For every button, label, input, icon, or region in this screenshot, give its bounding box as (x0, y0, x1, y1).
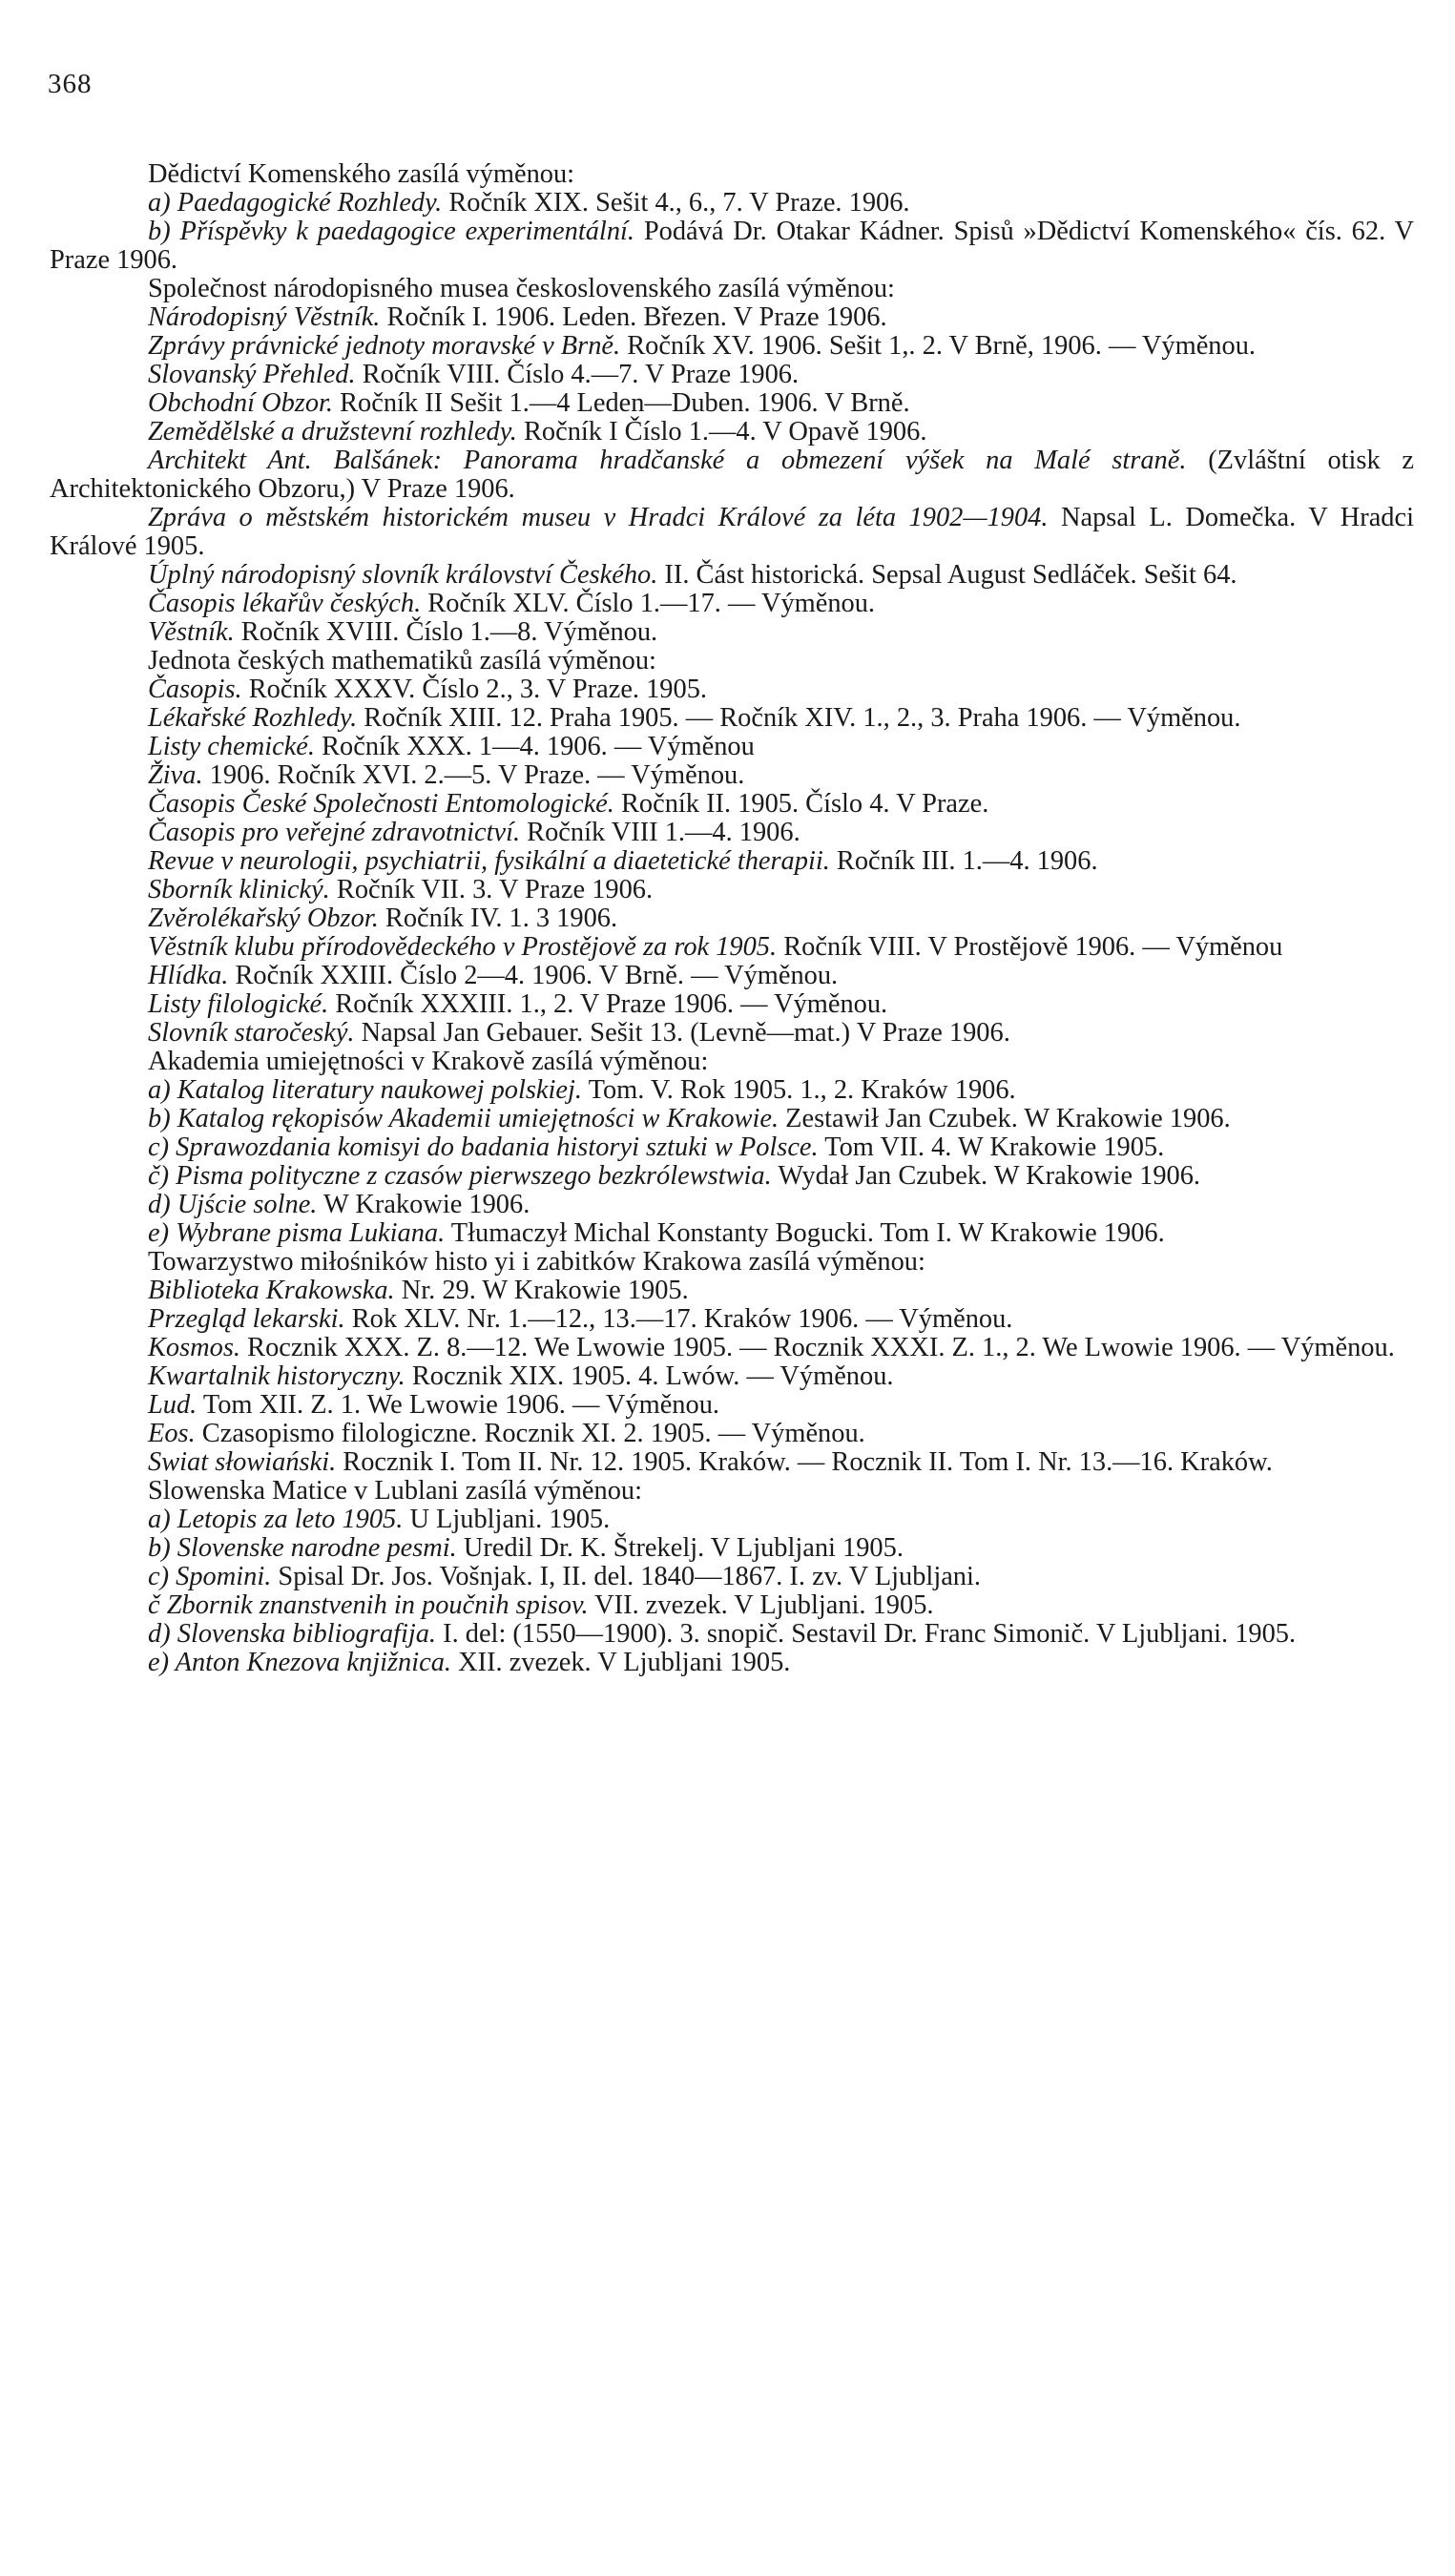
bibliography-entry (50, 561, 1414, 590)
entry-prefix: d) (148, 1190, 177, 1219)
bibliography-entry (50, 332, 1414, 361)
entry-title: Lud. (148, 1390, 197, 1420)
bibliography-entry (50, 1591, 1414, 1620)
bibliography-entry (50, 847, 1414, 876)
entry-details: Ročník VII. 3. V Praze 1906. (329, 875, 654, 904)
entry-title: Wybrane pisma Lukiana. (176, 1218, 446, 1248)
bibliography-entry (50, 1076, 1414, 1105)
entry-details: Ročník III. 1.—4. 1906. (829, 846, 1098, 876)
entry-details: Zestawił Jan Czubek. W Krakowie 1906. (779, 1104, 1231, 1133)
entry-details: Ročník XIX. Sešit 4., 6., 7. V Praze. 1906. (442, 188, 910, 218)
entry-title: Listy filologické. (148, 989, 329, 1019)
entry-title: Úplný národopisný slovník království Českého. (148, 560, 658, 590)
entry-details: Ročník XV. 1906. Sešit 1,. 2. V Brně, 1906. — Výměnou. (620, 331, 1256, 361)
entry-details: Ročník IV. 1. 3 1906. (378, 904, 618, 933)
bibliography-entry (50, 1649, 1414, 1677)
entry-details: Rocznik XXX. Z. 8.—12. We Lwowie 1905. — Rocznik XXXI. Z. 1., 2. We Lwowie 1906. — Výměnou. (240, 1333, 1395, 1362)
entry-details: Ročník II Sešit 1.—4 Leden—Duben. 1906. V Brně. (333, 388, 910, 418)
entry-details: Rocznik XIX. 1905. 4. Lwów. — Výměnou. (405, 1361, 894, 1391)
entry-details: Ročník I Číslo 1.—4. V Opavě 1906. (516, 417, 927, 447)
bibliography-entry (50, 704, 1414, 733)
entry-details: Podává Dr. Otakar Kádner. Spisů »Dědictví Komenského« čís. 62. V Praze 1906. (50, 217, 1415, 275)
entry-details: Napsal L. Domečka. V Hradci Králové 1905. (50, 503, 1414, 561)
entry-details: Ročník XIII. 12. Praha 1905. — Ročník XIV. 1., 2., 3. Praha 1906. — Výměnou. (357, 703, 1241, 733)
exchange-section (50, 1248, 1414, 1477)
entry-prefix: a) (148, 1075, 177, 1105)
bibliography-entry (50, 1334, 1414, 1362)
bibliography-entry (50, 418, 1414, 447)
entry-title: Pisma polityczne z czasów pierwszego bezkrólewstwia. (176, 1161, 772, 1191)
entry-details: W Krakowie 1906. (317, 1190, 530, 1219)
entry-prefix: e) (148, 1648, 176, 1677)
entry-details: I. del: (1550—1900). 3. snopič. Sestavil Dr. Franc Simonič. V Ljubljani. 1905. (436, 1619, 1297, 1649)
entry-title: Biblioteka Krakowska. (148, 1276, 395, 1305)
exchange-section (50, 1477, 1414, 1677)
entry-details: Nr. 29. W Krakowie 1905. (394, 1276, 689, 1305)
exchange-section (50, 160, 1414, 275)
entry-title: Kosmos. (148, 1333, 241, 1362)
bibliography-entry (50, 590, 1414, 618)
bibliography-entry (50, 1019, 1414, 1048)
entry-title: Spomini. (176, 1562, 272, 1591)
bibliography-entry (50, 675, 1414, 704)
entry-prefix: d) (148, 1619, 177, 1649)
entry-title: Slovenska bibliografija. (177, 1619, 437, 1649)
bibliography-entry (50, 1448, 1414, 1477)
exchange-section (50, 1048, 1414, 1248)
bibliography-entry (50, 218, 1414, 275)
entry-details: Czasopismo filologiczne. Rocznik XI. 2. 1905. — Výměnou. (195, 1419, 865, 1448)
entry-title: Časopis. (148, 675, 242, 704)
entry-title: Anton Knezova knjižnica. (175, 1648, 452, 1677)
entry-prefix: b) (148, 217, 180, 246)
entry-title: Časopis lékařův českých. (148, 589, 422, 618)
entry-prefix: b) (148, 1104, 177, 1133)
entry-title: Revue v neurologii, psychiatrii, fysikální a diaetetické therapii. (148, 846, 830, 876)
entry-details: Napsal Jan Gebauer. Sešit 13. (Levně—mat.) V Praze 1906. (354, 1018, 1010, 1048)
bibliography-entry (50, 733, 1414, 761)
section-heading: Jednota českých mathematiků zasílá výměnou: (148, 646, 656, 675)
entry-details: Tom. V. Rok 1905. 1., 2. Kraków 1906. (582, 1075, 1016, 1105)
bibliography-entry (50, 1620, 1414, 1649)
entry-details: (Zvláštní otisk z Architektonického Obzoru,) V Praze 1906. (50, 446, 1415, 504)
section-heading: Slowenska Matice v Lublani zasílá výměnou: (148, 1476, 643, 1506)
section-heading: Towarzystwo miłośników histo yi i zabitków Krakowa zasílá výměnou: (148, 1247, 925, 1277)
section-heading: Akademia umiejętności v Krakově zasílá výměnou: (148, 1047, 709, 1076)
bibliography-entry (50, 447, 1414, 504)
bibliography-entry (50, 361, 1414, 389)
entry-title: Sborník klinický. (148, 875, 330, 904)
page-body (50, 160, 1414, 1677)
bibliography-entry (50, 1105, 1414, 1133)
entry-title: Zvěrolékařský Obzor. (148, 904, 379, 933)
entry-details: Ročník XXXIII. 1., 2. V Praze 1906. — Výměnou. (328, 989, 888, 1019)
entry-title: Listy chemické. (148, 732, 316, 761)
bibliography-entry (50, 962, 1414, 990)
section-heading: Dědictví Komenského zasílá výměnou: (148, 159, 575, 189)
entry-title: Panorama hradčanské a obmezení výšek na Malé straně. (463, 446, 1187, 475)
bibliography-entry (50, 1420, 1414, 1448)
entry-details: Ročník VIII 1.—4. 1906. (520, 818, 800, 847)
entry-title: Zprávy právnické jednoty moravské v Brně. (148, 331, 621, 361)
entry-title: Letopis za leto 1905. (177, 1505, 404, 1534)
entry-title: Przegląd lekarski. (148, 1304, 345, 1334)
entry-title: Sprawozdania komisyi do badania historyi sztuki w Polsce. (176, 1132, 819, 1162)
entry-title: Obchodní Obzor. (148, 388, 334, 418)
bibliography-entry (50, 303, 1414, 332)
entry-details: Ročník I. 1906. Leden. Březen. V Praze 1906. (380, 302, 887, 332)
entry-title: Zpráva o městském historickém museu v Hradci Králové za léta 1902—1904. (148, 503, 1049, 532)
entry-title: Věstník. (148, 617, 235, 647)
entry-prefix: a) (148, 1505, 177, 1534)
entry-title: Ujście solne. (177, 1190, 318, 1219)
entry-details: Tłumaczył Michal Konstanty Bogucki. Tom I. W Krakowie 1906. (445, 1218, 1165, 1248)
entry-title: Katalog rękopisów Akademii umiejętności w Krakowie. (177, 1104, 779, 1133)
entry-details: VII. zvezek. V Ljubljani. 1905. (588, 1590, 934, 1620)
entry-prefix: Architekt Ant. Balšánek: (148, 446, 464, 475)
entry-title: Příspěvky k paedagogice experimentální. (179, 217, 634, 246)
bibliography-entry (50, 990, 1414, 1019)
bibliography-entry (50, 389, 1414, 418)
entry-details: 1906. Ročník XVI. 2.—5. V Praze. — Výměnou. (202, 760, 745, 790)
bibliography-entry (50, 1391, 1414, 1420)
entry-prefix: č) (148, 1161, 177, 1191)
bibliography-entry (50, 1563, 1414, 1591)
entry-title: Kwartalnik historyczny. (148, 1361, 405, 1391)
entry-title: Národopisný Věstník. (148, 302, 381, 332)
entry-title: Paedagogické Rozhledy. (177, 188, 443, 218)
bibliography-entry (50, 189, 1414, 218)
entry-title: Zbornik znanstvenih in poučnih spisov. (166, 1590, 589, 1620)
bibliography-entry (50, 876, 1414, 904)
entry-title: Lékařské Rozhledy. (148, 703, 358, 733)
entry-title: Věstník klubu přírodovědeckého v Prostějově za rok 1905. (148, 932, 778, 962)
entry-details: Ročník XLV. Číslo 1.—17. — Výměnou. (421, 589, 876, 618)
entry-details: Ročník XXXV. Číslo 2., 3. V Praze. 1905. (241, 675, 707, 704)
bibliography-entry (50, 1305, 1414, 1334)
entry-title: Slovník staročeský. (148, 1018, 355, 1048)
entry-details: II. Část historická. Sepsal August Sedláček. Sešit 64. (657, 560, 1237, 590)
bibliography-entry (50, 904, 1414, 933)
bibliography-entry (50, 1362, 1414, 1391)
bibliography-entry (50, 1133, 1414, 1162)
section-heading: Společnost národopisného musea československého zasílá výměnou: (148, 274, 895, 303)
entry-prefix: b) (148, 1533, 177, 1563)
entry-details: Tom VII. 4. W Krakowie 1905. (818, 1132, 1165, 1162)
bibliography-entry (50, 1506, 1414, 1534)
bibliography-entry (50, 1534, 1414, 1563)
entry-prefix: c) (148, 1562, 177, 1591)
entry-title: Časopis České Společnosti Entomologické. (148, 789, 614, 819)
entry-details: Wydał Jan Czubek. W Krakowie 1906. (771, 1161, 1201, 1191)
entry-details: Ročník XXX. 1—4. 1906. — Výměnou (315, 732, 755, 761)
entry-details: Ročník VIII. Číslo 4.—7. V Praze 1906. (355, 360, 800, 389)
entry-title: Katalog literatury naukowej polskiej. (177, 1075, 582, 1105)
bibliography-entry (50, 819, 1414, 847)
bibliography-entry (50, 504, 1414, 561)
bibliography-entry (50, 1219, 1414, 1248)
entry-details: XII. zvezek. V Ljubljani 1905. (451, 1648, 791, 1677)
entry-details: Rocznik I. Tom II. Nr. 12. 1905. Kraków. — Rocznik II. Tom I. Nr. 13.—16. Kraków. (336, 1447, 1273, 1477)
bibliography-entry (50, 1162, 1414, 1191)
entry-details: Ročník XXIII. Číslo 2—4. 1906. V Brně. — Výměnou. (228, 961, 839, 990)
entry-details: Spisal Dr. Jos. Vošnjak. I, II. del. 1840—1867. I. zv. V Ljubljani. (271, 1562, 981, 1591)
entry-prefix: c) (148, 1132, 177, 1162)
entry-details: Uredil Dr. K. Štrekelj. V Ljubljani 1905. (456, 1533, 904, 1563)
entry-details: Ročník II. 1905. Číslo 4. V Praze. (613, 789, 989, 819)
bibliography-entry (50, 1277, 1414, 1305)
bibliography-entry (50, 618, 1414, 647)
entry-details: U Ljubljani. 1905. (403, 1505, 611, 1534)
entry-title: Swiat słowiański. (148, 1447, 337, 1477)
entry-title: Živa. (148, 760, 203, 790)
entry-title: Slovanský Přehled. (148, 360, 356, 389)
bibliography-entry (50, 1191, 1414, 1219)
entry-details: Rok XLV. Nr. 1.—12., 13.—17. Kraków 1906. — Výměnou. (344, 1304, 1013, 1334)
entry-title: Slovenske narodne pesmi. (177, 1533, 457, 1563)
entry-title: Časopis pro veřejné zdravotnictví. (148, 818, 521, 847)
entry-title: Zemědělské a družstevní rozhledy. (148, 417, 517, 447)
entry-details: Ročník VIII. V Prostějově 1906. — Výměnou (777, 932, 1283, 962)
entry-details: Ročník XVIII. Číslo 1.—8. Výměnou. (234, 617, 658, 647)
entry-title: Eos. (148, 1419, 196, 1448)
bibliography-entry (50, 790, 1414, 819)
entry-prefix: a) (148, 188, 177, 218)
page-number: 368 (48, 69, 93, 99)
exchange-section (50, 275, 1414, 647)
entry-details: Tom XII. Z. 1. We Lwowie 1906. — Výměnou. (197, 1390, 719, 1420)
bibliography-entry (50, 761, 1414, 790)
bibliography-entry (50, 933, 1414, 962)
entry-prefix: e) (148, 1218, 177, 1248)
exchange-section (50, 647, 1414, 1048)
entry-title: Hlídka. (148, 961, 229, 990)
entry-prefix: č (148, 1590, 167, 1620)
